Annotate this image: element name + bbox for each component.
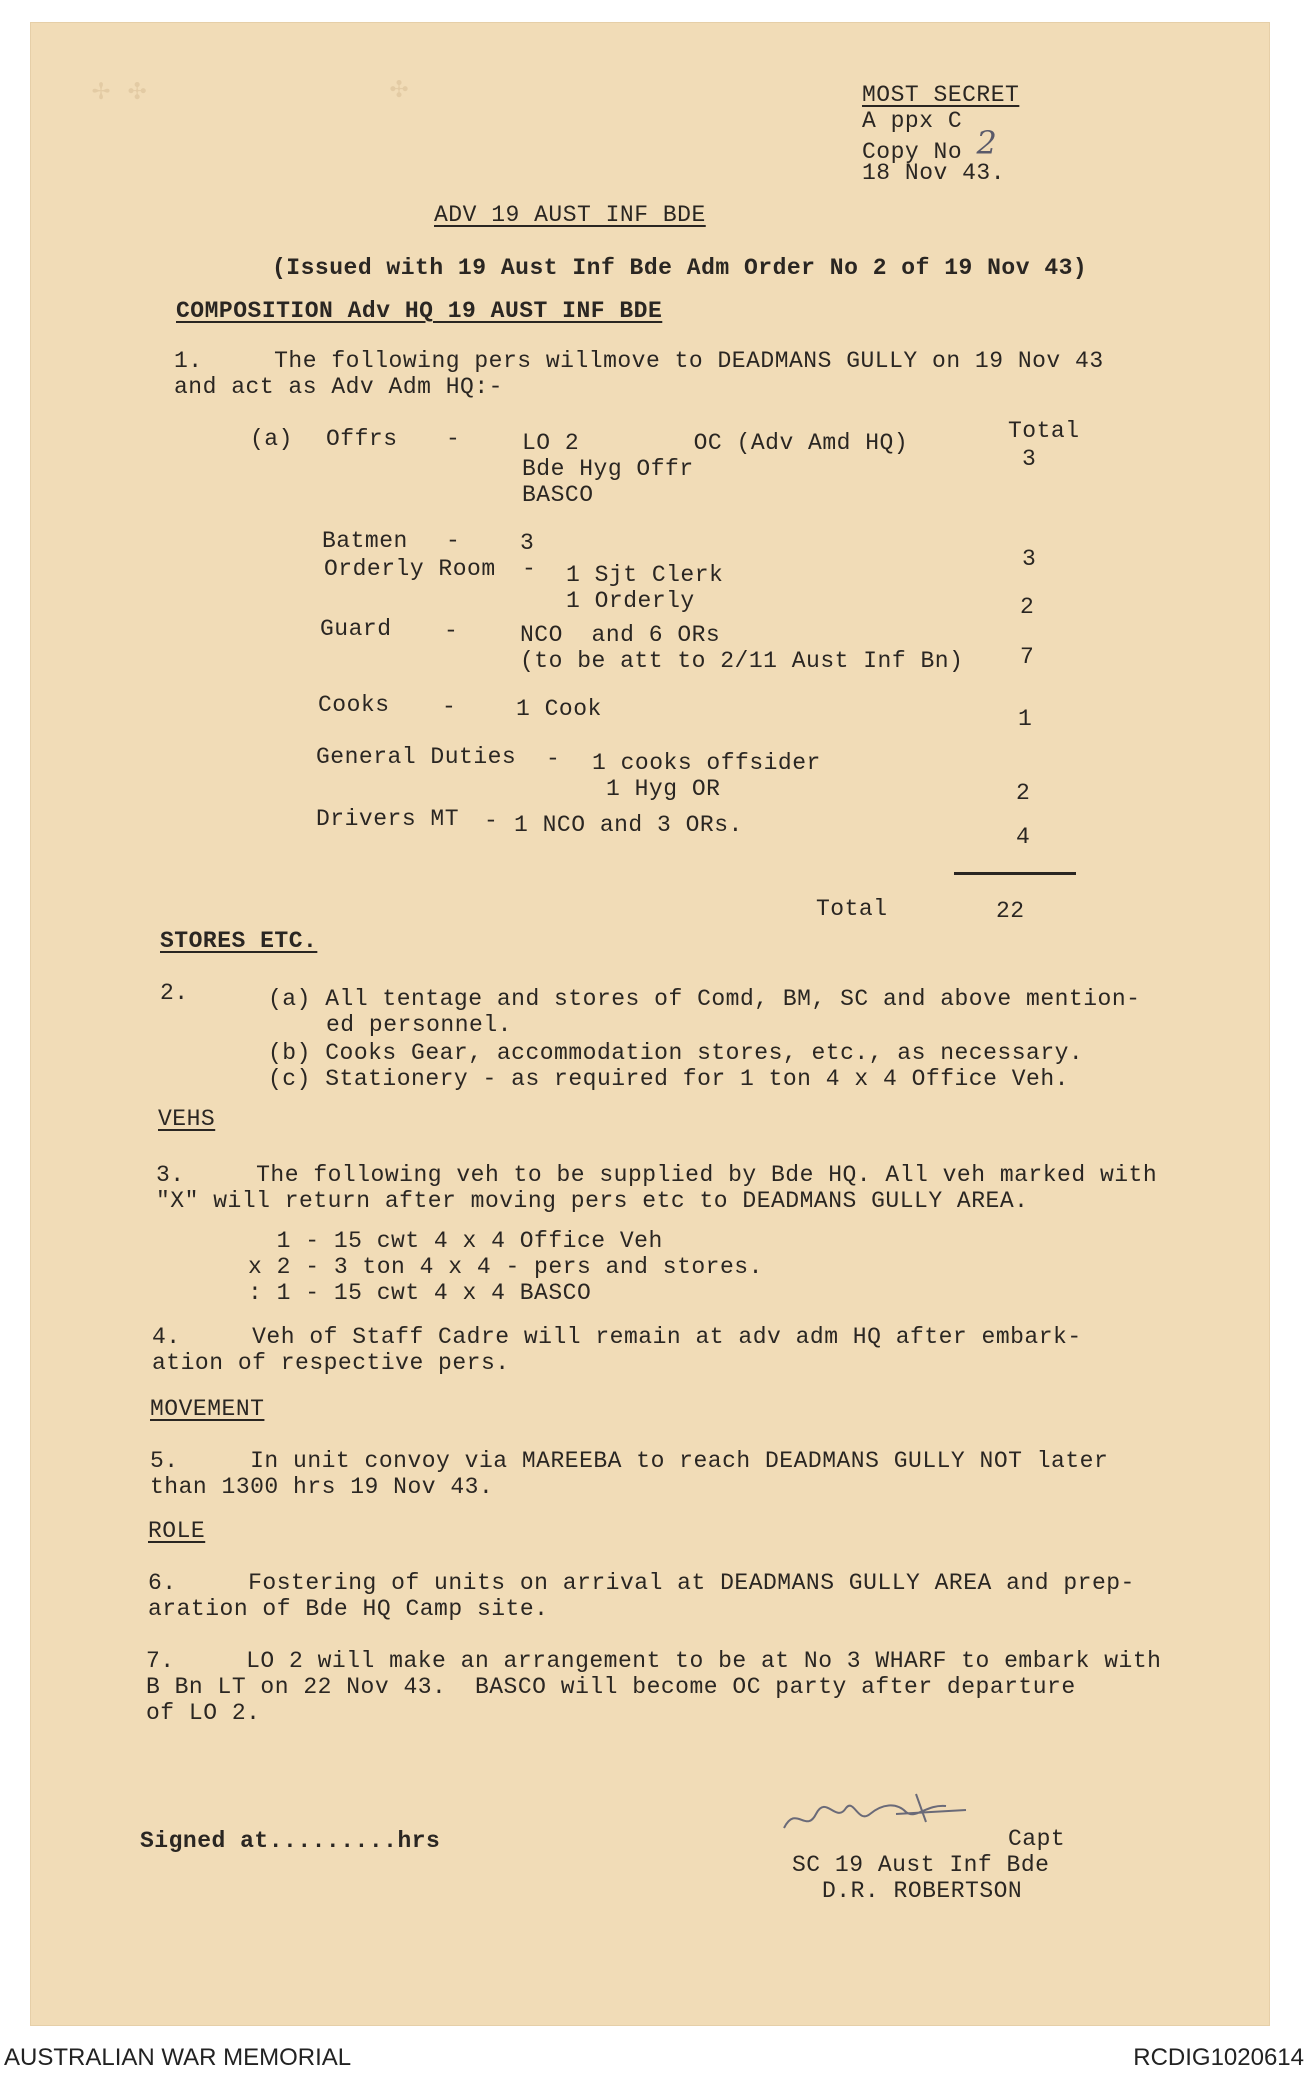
row-dash: -: [484, 808, 499, 834]
row-detail: 1 Cook: [516, 696, 602, 722]
row-total: 3: [1022, 546, 1037, 572]
stores-heading: STORES ETC.: [160, 928, 318, 954]
emboss-mark: ✢ ✣: [92, 75, 147, 109]
para3-line1: 3. The following veh to be supplied by Bde HQ. All veh marked with: [156, 1162, 1158, 1188]
row-detail: 3: [520, 530, 535, 556]
vehicle-item: : 1 - 15 cwt 4 x 4 BASCO: [248, 1280, 592, 1306]
footer-record-id: RCDIG1020614: [1133, 2044, 1304, 2071]
total-rule: [954, 872, 1076, 875]
row-detail: NCO and 6 ORs: [520, 622, 721, 648]
vehicle-item: 1 - 15 cwt 4 x 4 Office Veh: [248, 1228, 663, 1254]
signatory-rank: Capt: [1008, 1826, 1066, 1852]
grand-total-value: 22: [996, 898, 1025, 924]
footer-institution: AUSTRALIAN WAR MEMORIAL: [4, 2044, 352, 2071]
row-total: 7: [1020, 644, 1035, 670]
row-detail: 1 Orderly: [566, 588, 695, 614]
total-header: Total: [1008, 418, 1080, 444]
grand-total-label: Total: [816, 896, 888, 922]
signatory-appointment: SC 19 Aust Inf Bde: [792, 1852, 1050, 1878]
signatory-name: D.R. ROBERTSON: [822, 1878, 1023, 1904]
row-dash: -: [446, 426, 461, 452]
para1-line1: 1. The following pers willmove to DEADMANS GULLY on 19 Nov 43: [174, 348, 1104, 374]
para5-line1: 5. In unit convoy via MAREEBA to reach DEADMANS GULLY NOT later: [150, 1448, 1109, 1474]
row-role: Batmen: [322, 528, 408, 554]
row-detail: 1 Hyg OR: [606, 776, 721, 802]
row-total: 1: [1018, 706, 1033, 732]
para7-line3: of LO 2.: [146, 1700, 261, 1726]
para4-line1: 4. Veh of Staff Cadre will remain at adv adm HQ after embark-: [152, 1324, 1082, 1350]
para7-line1: 7. LO 2 will make an arrangement to be at No 3 WHARF to embark with: [146, 1648, 1162, 1674]
para2-number: 2.: [160, 980, 189, 1006]
row-total: 2: [1020, 594, 1035, 620]
classification: MOST SECRET: [862, 82, 1020, 108]
row-role: Guard: [320, 616, 392, 642]
para7-line2: B Bn LT on 22 Nov 43. BASCO will become OC party after departure: [146, 1674, 1076, 1700]
row-role: General Duties: [316, 744, 517, 770]
para2-a: (a) All tentage and stores of Comd, BM, SC and above mention-: [268, 986, 1141, 1012]
row-dash: -: [446, 528, 461, 554]
para5-line2: than 1300 hrs 19 Nov 43.: [150, 1474, 494, 1500]
para2-b: (b) Cooks Gear, accommodation stores, etc., as necessary.: [268, 1040, 1084, 1066]
movement-heading: MOVEMENT: [150, 1396, 265, 1422]
para6-line2: aration of Bde HQ Camp site.: [148, 1596, 549, 1622]
role-heading: ROLE: [148, 1518, 206, 1544]
para2-a-cont: ed personnel.: [326, 1012, 512, 1038]
para2-c: (c) Stationery - as required for 1 ton 4 x 4 Office Veh.: [268, 1066, 1069, 1092]
row-total: 4: [1016, 824, 1031, 850]
row-detail: 1 NCO and 3 ORs.: [514, 812, 743, 838]
para1-line2: and act as Adv Adm HQ:-: [174, 374, 503, 400]
row-detail: 1 Sjt Clerk: [566, 562, 724, 588]
issued-with-line: (Issued with 19 Aust Inf Bde Adm Order No 2 of 19 Nov 43): [272, 255, 1088, 281]
para4-line2: ation of respective pers.: [152, 1350, 510, 1376]
personnel-label-a: (a): [250, 426, 293, 452]
document-date: 18 Nov 43.: [862, 160, 1006, 186]
row-role: Offrs: [326, 426, 398, 452]
vehicle-item: x 2 - 3 ton 4 x 4 - pers and stores.: [248, 1254, 763, 1280]
copy-number: 2: [976, 124, 998, 162]
row-dash: -: [546, 746, 561, 772]
row-dash: -: [444, 618, 459, 644]
row-role: Cooks: [318, 692, 390, 718]
appendix-label: A ppx C: [862, 108, 963, 134]
row-detail: Bde Hyg Offr: [522, 456, 694, 482]
row-dash: -: [522, 556, 537, 582]
row-total: 2: [1016, 780, 1031, 806]
emboss-mark: ✣: [390, 73, 409, 107]
row-dash: -: [442, 694, 457, 720]
row-role: Orderly Room: [324, 556, 496, 582]
row-detail: (to be att to 2/11 Aust Inf Bn): [520, 648, 964, 674]
row-detail: BASCO: [522, 482, 594, 508]
copy-label: Copy No: [862, 139, 963, 165]
vehs-heading: VEHS: [158, 1106, 216, 1132]
composition-heading: COMPOSITION Adv HQ 19 AUST INF BDE: [176, 298, 663, 324]
row-detail: 1 cooks offsider: [592, 750, 821, 776]
row-detail: LO 2 OC (Adv Amd HQ): [522, 430, 909, 456]
page-title: ADV 19 AUST INF BDE: [434, 202, 706, 228]
handwritten-signature: [776, 1784, 986, 1844]
para3-line2: "X" will return after moving pers etc to DEADMANS GULLY AREA.: [156, 1188, 1029, 1214]
para6-line1: 6. Fostering of units on arrival at DEADMANS GULLY AREA and prep-: [148, 1570, 1135, 1596]
row-total: 3: [1022, 446, 1037, 472]
row-role: Drivers MT: [316, 806, 460, 832]
signed-at-line: Signed at.........hrs: [140, 1828, 441, 1854]
